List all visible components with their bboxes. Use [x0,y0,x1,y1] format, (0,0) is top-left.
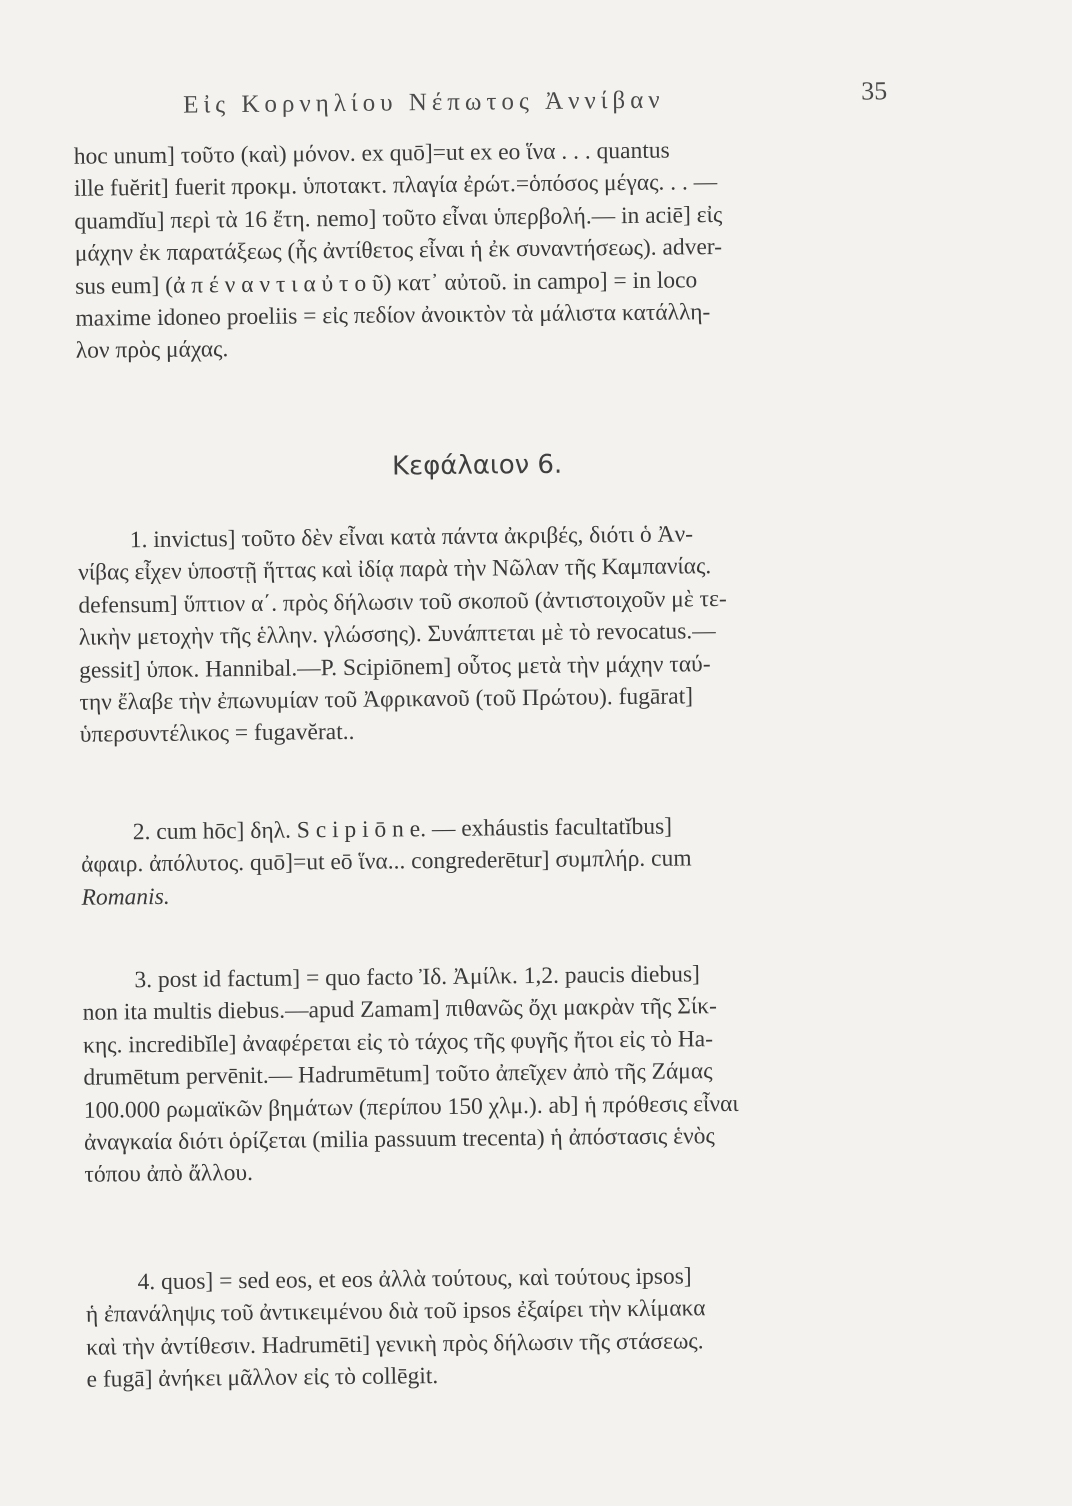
text-line: ἀναγκαία διότι ὁρίζεται (milia passuum trecenta) ἡ ἀπόστασις ἑνὸς [83,1123,715,1156]
text-line: ἀφαιρ. ἀπόλυτος. quō]=ut eō ἵνα... congrederētur] συμπλήρ. cum [81,845,692,879]
text-line: drumētum pervēnit.— Hadrumētum] τοῦτο ἀπεῖχεν ἀπὸ τῆς Ζάμας [83,1058,713,1091]
paragraph-4 [85,1258,946,1397]
text-line: defensum] ὕπτιον α΄. πρὸς δήλωσιν τοῦ σκοποῦ (ἀντιστοιχοῦν μὲ τε- [78,585,727,619]
page-number: 35 [860,76,888,106]
text-line: την ἔλαβε τὴν ἐπωνυμίαν τοῦ Ἀφρικανοῦ (τοῦ Πρώτου). fugārat] [79,683,694,716]
chapter-heading: Κεφάλαιον 6. [391,449,563,482]
paragraph-2 [81,808,942,914]
text-line: λικὴν μετοχὴν τῆς ἑλλην. γλώσσης). Συνάπτεται μὲ τὸ revocatus.— [78,618,716,651]
text-line: 4. quos] = sed eos, et eos ἀλλὰ τούτους, καὶ τούτους ipsos] [137,1263,692,1296]
text-line: ἡ ἐπανάληψις τοῦ ἀντικειμένου διὰ τοῦ ipsos ἐξαίρει τὴν κλίμακα [85,1295,706,1329]
running-header: Εἰς Κορνηλίου Νέπωτος Ἀννίβαν [183,86,665,119]
text-line: 3. post id factum] = quo facto Ἰδ. Ἀμίλκ. 1,2. paucis diebus] [134,961,701,994]
text-line: quamdĭu] περὶ τὰ 16 ἔτη. nemo] τοῦτο εἶναι ὑπερβολή.— in aciē] εἰς [74,201,723,235]
text-line: νίβας εἶχεν ὑποστῇ ἥττας καὶ ἰδίᾳ παρὰ τὴν Νῶλαν τῆς Καμπανίας. [77,553,712,587]
text-line: μάχην ἐκ παρατάξεως (ἧς ἀντίθετος εἶναι ἡ ἐκ συναντήσεως). adver- [74,234,723,267]
text-line: 2. cum hōc] δηλ. S c i p i ō n e. — exháustis facultatĭbus] [132,813,673,846]
intro-commentary [74,132,936,368]
text-line: τόπου ἀπὸ ἄλλου. [84,1160,254,1189]
text-line: gessit] ὑποκ. Hannibal.—P. Scipiōnem] οὗτος μετὰ τὴν μάχην ταύ- [79,650,711,684]
text-line: non ita multis diebus.—apud Zamam] πιθανῶς ὄχι μακρὰν τῆς Σίκ- [82,993,718,1027]
paragraph-3 [82,956,944,1192]
text-line: Romanis. [81,883,170,911]
text-line: λον πρὸς μάχας. [75,336,229,365]
text-line: κης. incredibĭle] ἀναφέρεται εἰς τὸ τάχος τῆς φυγῆς ἤτοι εἰς τὸ Ha- [82,1025,714,1059]
text-line: e fugā] ἀνήκει μᾶλλον εἰς τὸ collēgit. [86,1363,439,1393]
text-line: hoc unum] τοῦτο (καὶ) μόνον. ex quō]=ut ex eo ἵνα . . . quantus [73,137,670,170]
text-line: ille fuĕrit] fuerit προκμ. ὑποτακτ. πλαγία ἐρώτ.=ὁπόσος μέγας. . . — [73,169,718,203]
text-line: ὑπερσυντέλικος = fugavĕrat.. [79,719,355,749]
text-line: maxime idoneo proeliis = εἰς πεδίον ἀνοικτὸν τὰ μάλιστα κατάλλη- [75,299,711,332]
text-line: sus eum] (ἀ π έ ν α ν τ ι α ὐ τ ο ῦ) κατ᾽ αὐτοῦ. in campo] = in loco [74,266,698,300]
text-line: 100.000 ρωμαϊκῶν βημάτων (περίπου 150 χλμ.). ab] ἡ πρόθεσις εἶναι [83,1090,739,1124]
text-line: 1. invictus] τοῦτο δὲν εἶναι κατὰ πάντα ἀκριβές, διότι ὁ Ἀν- [129,521,694,554]
paragraph-1 [78,516,940,752]
text-line: καὶ τὴν ἀντίθεσιν. Hadrumēti] γενικὴ πρὸς δήλωσιν τῆς στάσεως. [86,1328,704,1361]
